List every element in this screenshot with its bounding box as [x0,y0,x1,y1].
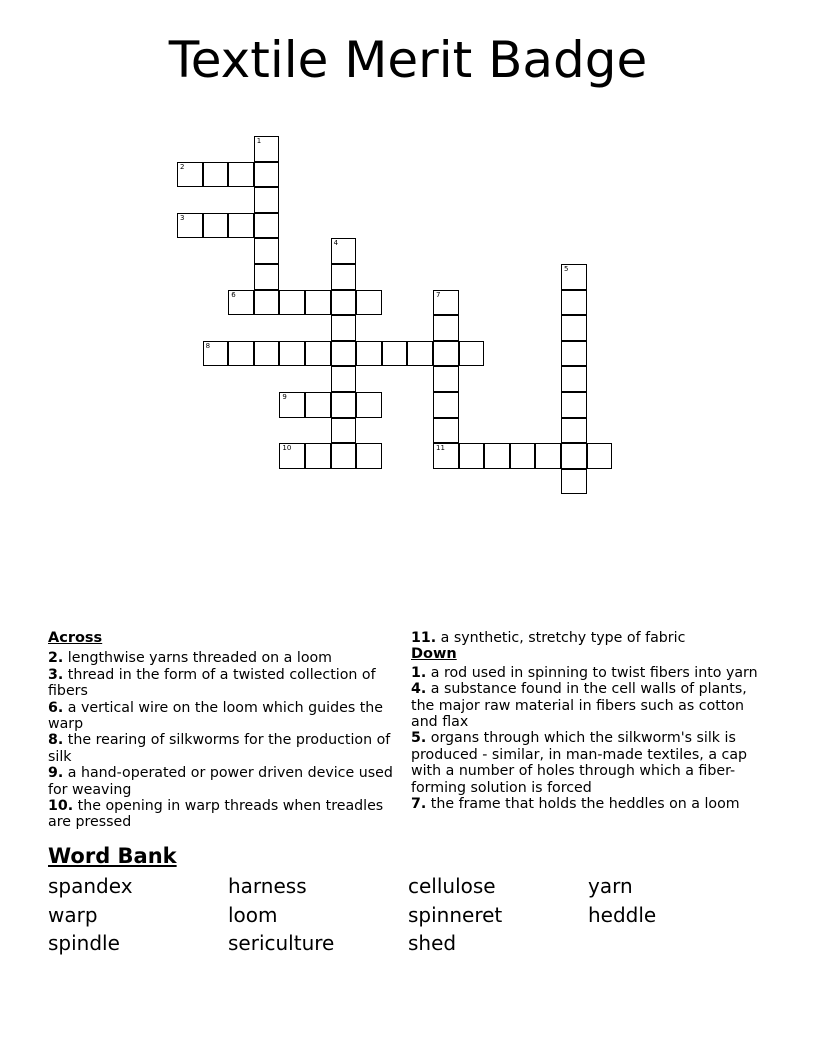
page-title: Textile Merit Badge [168,31,648,89]
clue-number: 3 [180,213,185,222]
crossword-cell[interactable] [331,392,357,418]
crossword-cell[interactable] [459,443,485,469]
crossword-cell[interactable] [331,418,357,444]
crossword-cell[interactable] [177,213,203,239]
clue-number: 9 [282,393,287,401]
crossword-cell[interactable] [305,392,331,418]
clue-number: 2 [180,162,185,171]
crossword-cell[interactable] [305,290,331,316]
crossword-cell[interactable] [561,315,587,341]
crossword-cell[interactable] [305,443,331,469]
crossword-cell[interactable] [356,392,382,418]
crossword-cell[interactable] [203,213,229,239]
crossword-cell[interactable] [254,264,280,290]
crossword-cell[interactable] [561,341,587,367]
crossword-cell[interactable] [433,290,459,316]
crossword-cell[interactable] [279,341,305,367]
clue-across-6: 6. a vertical wire on the loom which guides the warp [48,699,384,733]
clue-number: 10 [282,444,292,453]
crossword-cell[interactable] [254,136,280,162]
crossword-cell[interactable] [331,366,357,392]
clue-down-5: 5. organs through which the silkworm's silk is produced - similar, in man-made textiles, a cap with a number of holes through which a fiber-forming solution is forced [411,730,748,796]
clue-down-1: 1. a rod used in spinning to twist fibers into yarn [411,664,758,681]
clue-number: 8 [205,341,211,350]
crossword-cell[interactable] [561,392,587,418]
clue-number: 5 [564,265,569,273]
crossword-cell[interactable] [356,290,382,316]
crossword-cell[interactable] [561,366,587,392]
down-heading: Down [411,646,457,663]
crossword-cell[interactable] [254,162,280,188]
word-bank-item: yarn [588,874,633,898]
word-bank-item: spandex [48,874,133,898]
clue-across-8: 8. the rearing of silkworms for the production of silk [48,732,391,765]
word-bank-item: cellulose [408,874,496,898]
crossword-cell[interactable] [433,418,459,444]
crossword-cell[interactable] [228,341,254,367]
crossword-cell[interactable] [228,162,254,188]
crossword-cell[interactable] [459,341,485,367]
crossword-cell[interactable] [254,341,280,367]
word-bank-item: heddle [588,902,657,927]
word-bank-item: harness [228,874,307,898]
crossword-cell[interactable] [331,264,357,290]
crossword-cell[interactable] [561,290,587,316]
crossword-cell[interactable] [254,213,280,239]
crossword-cell[interactable] [331,238,357,264]
word-bank-item: warp [48,902,98,927]
crossword-cell[interactable] [561,443,587,469]
crossword-cell[interactable] [331,315,357,341]
clue-number: 6 [231,290,236,299]
crossword-grid [0,0,816,520]
crossword-cell[interactable] [587,443,613,469]
crossword-cell[interactable] [561,264,587,290]
crossword-cell[interactable] [356,341,382,367]
crossword-cell[interactable] [279,443,305,469]
across-heading: Across [48,630,103,646]
crossword-cell[interactable] [382,341,408,367]
clues-right-column [411,630,771,812]
crossword-cell[interactable] [433,366,459,392]
clue-down-7: 7. the frame that holds the heddles on a loom [411,796,740,813]
crossword-cell[interactable] [177,162,203,188]
crossword-cell[interactable] [331,290,357,316]
crossword-cell[interactable] [254,238,280,264]
word-bank-item: loom [228,902,278,927]
clue-down-4: 4. a substance found in the cell walls of plants, the major raw material in fibers such as cotton and flax [411,681,747,731]
crossword-cell[interactable] [356,443,382,469]
crossword-cell[interactable] [433,341,459,367]
crossword-cell[interactable] [510,443,536,469]
crossword-cell[interactable] [254,290,280,316]
crossword-cell[interactable] [279,392,305,418]
crossword-cell[interactable] [279,290,305,316]
crossword-cell[interactable] [228,213,254,239]
word-bank-title: Word Bank [48,844,177,868]
clue-across-9: 9. a hand-operated or power driven device used for weaving [48,765,393,798]
clue-across-2: 2. lengthwise yarns threaded on a loom [48,650,333,667]
clue-across-3: 3. thread in the form of a twisted collection of fibers [48,666,376,700]
clue-number: 1 [256,137,262,145]
clue-number: 11 [436,444,445,453]
word-bank-item: spindle [48,931,120,955]
crossword-cell[interactable] [433,315,459,341]
crossword-cell[interactable] [331,443,357,469]
crossword-cell[interactable] [203,162,229,188]
crossword-cell[interactable] [561,418,587,444]
crossword-cell[interactable] [484,443,510,469]
word-bank [48,872,768,958]
word-bank-item: sericulture [228,931,335,955]
crossword-cell[interactable] [254,187,280,213]
clues-left-column [48,630,393,831]
crossword-cell[interactable] [228,290,254,316]
crossword-cell[interactable] [305,341,331,367]
crossword-cell[interactable] [203,341,229,367]
crossword-cell[interactable] [407,341,433,367]
crossword-cell[interactable] [535,443,561,469]
crossword-cell[interactable] [561,469,587,495]
crossword-cell[interactable] [331,341,357,367]
clue-across-10: 10. the opening in warp threads when treadles are pressed [48,798,384,831]
word-bank-item: spinneret [408,902,503,927]
crossword-cell[interactable] [433,443,459,469]
clue-number: 4 [333,239,339,248]
clue-across-11: 11. a synthetic, stretchy type of fabric [411,630,686,646]
crossword-cell[interactable] [433,392,459,418]
clue-number: 7 [436,290,441,299]
word-bank-item: shed [408,931,457,955]
